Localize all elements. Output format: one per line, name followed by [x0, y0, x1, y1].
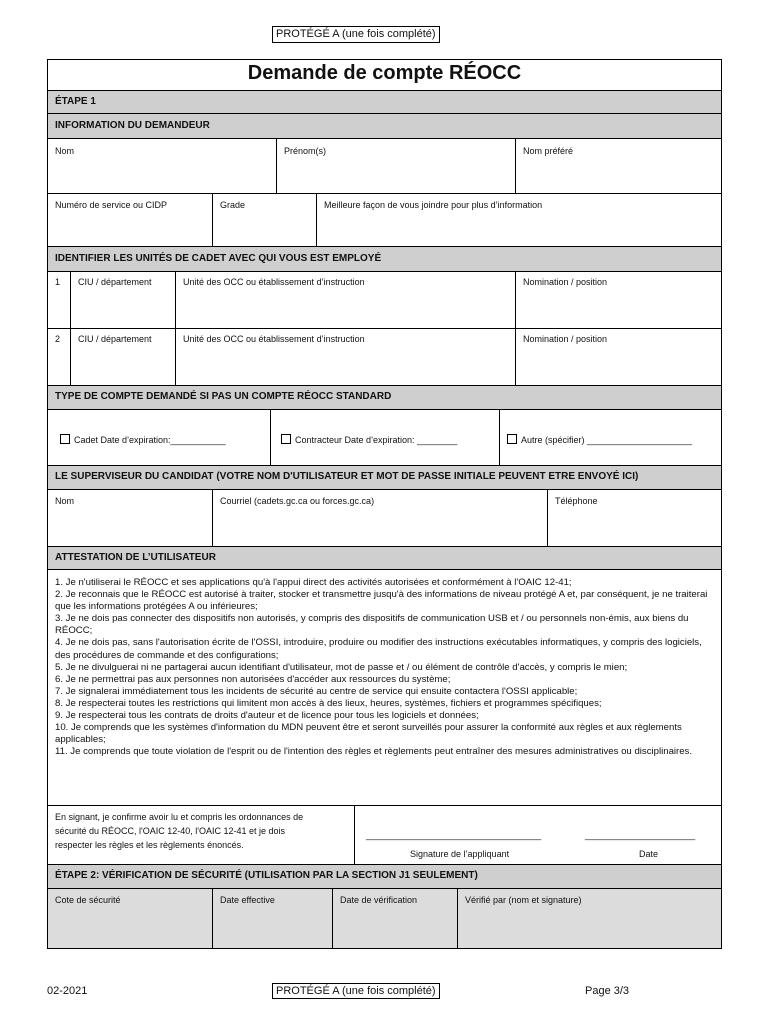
supervisor-courriel: Courriel (cadets.gc.ca ou forces.gc.ca) — [220, 496, 375, 506]
attestation-item: 7. Je signalerai immédiatement tous les incidents de sécurité au centre de service qui ensuite contactera l'OSSI applicable; — [55, 685, 578, 697]
step2-heading: ÉTAPE 2: VÉRIFICATION DE SÉCURITÉ (UTILISATION PAR LA SECTION J1 SEULEMENT) — [55, 870, 478, 881]
supervisor-telephone: Téléphone — [555, 496, 598, 506]
label-grade: Grade — [220, 200, 246, 210]
label-numero: Numéro de service ou CIDP — [55, 200, 168, 210]
label-cote: Cote de sécurité — [55, 895, 121, 905]
label-prenom: Prénom(s) — [284, 146, 327, 156]
form-code: 02-2021 — [47, 985, 88, 997]
label-date-verification: Date de vérification — [340, 895, 418, 905]
label-date-effective: Date effective — [220, 895, 275, 905]
unit-row-num: 1 — [55, 277, 61, 287]
unit-row-nomination: Nomination / position — [523, 277, 608, 287]
label-nom: Nom — [55, 146, 75, 156]
signature-line[interactable]: ___________________________________ — [366, 830, 542, 840]
signature-label: Signature de l’appliquant — [410, 849, 510, 859]
label-nom-prefere: Nom préféré — [523, 146, 574, 156]
unit-row-unite: Unité des OCC ou établissement d’instruction — [183, 277, 365, 287]
account-request-form — [47, 59, 722, 949]
protection-banner-bottom: PROTÉGÉ A (une fois complété) — [272, 983, 440, 999]
attestation-item: 8. Je respecterai toutes les restrictions qui limitent mon accès à des lieux, heures, systèmes, fichiers et programmes spécifiques; — [55, 697, 602, 709]
label-verifie-par: Vérifié par (nom et signature) — [465, 895, 582, 905]
unit-row-nomination: Nomination / position — [523, 334, 608, 344]
attestation-item: 3. Je ne dois pas connecter des dispositifs non autorisés, y compris des dispositifs de communication USB et / ou personnels non-émis, aux biens du RÉOCC; — [55, 613, 689, 637]
unit-row-ciu: CIU / département — [78, 334, 152, 344]
date-line[interactable]: ______________________ — [585, 830, 696, 840]
option-cadet[interactable]: Cadet Date d’expiration:___________ — [60, 434, 226, 445]
supervisor-nom: Nom — [55, 496, 75, 506]
step1-heading: ÉTAPE 1 — [55, 96, 96, 107]
attestation-item: 2. Je reconnais que le RÉOCC est autorisé à traiter, stocker et transmettre jusqu'à des informations de niveau protégé A et, par conséquent, je ne traiterai que les informations protégées A ou inférieures; — [55, 589, 708, 613]
label-joindre: Meilleure façon de vous joindre pour plus d’information — [324, 200, 543, 210]
page-number: Page 3/3 — [585, 985, 630, 997]
contracteur-checkbox[interactable] — [281, 434, 291, 444]
option-contracteur[interactable]: Contracteur Date d’expiration: ________ — [281, 434, 457, 445]
protection-banner-top: PROTÉGÉ A (une fois complété) — [272, 26, 440, 43]
account-type-heading: TYPE DE COMPTE DEMANDÉ SI PAS UN COMPTE RÉOCC STANDARD — [55, 391, 392, 402]
option-autre[interactable]: Autre (spécifier) _____________________ — [507, 434, 692, 445]
attestation-item: 6. Je ne permettrai pas aux personnes non autorisées d'accéder aux ressources du système; — [55, 673, 451, 685]
attestation-item: 10. Je comprends que les systèmes d'information du MDN peuvent être et seront surveillés pour assurer la conformité aux règles et aux règlements applicables; — [55, 722, 682, 746]
attestation-item: 1. Je n'utiliserai le RÉOCC et ses applications qu'à l'appui direct des activités autorisées et conformément à l'OAIC 12-41; — [55, 577, 572, 588]
supervisor-heading: LE SUPERVISEUR DU CANDIDAT (VOTRE NOM D'UTILISATEUR ET MOT DE PASSE INITIALE PEUVENT ETRE ENVOYÉ ICI) — [55, 471, 639, 482]
unit-row-num: 2 — [55, 334, 61, 344]
form-title: Demande de compte RÉOCC — [247, 62, 522, 84]
attestation-list — [55, 577, 717, 758]
unit-row-unite: Unité des OCC ou établissement d’instruction — [183, 334, 365, 344]
attestation-item: 4. Je ne dois pas, sans l'autorisation écrite de l'OSSI, introduire, produire ou modifier des instructions exécutables informatiques, y compris des logiciels, des procédures de commande et des configurations; — [55, 637, 702, 661]
date-label: Date — [639, 849, 659, 859]
cadet-checkbox[interactable] — [60, 434, 70, 444]
signing-statement: En signant, je confirme avoir lu et compris les ordonnances de sécurité du RÉOCC, l'OAIC 12-40, l'OAIC 12-41 et je dois respecter les règles et les règlements énoncés. — [55, 812, 304, 850]
autre-checkbox[interactable] — [507, 434, 517, 444]
attestation-item: 5. Je ne divulguerai ni ne partagerai aucun identifiant d'utilisateur, mot de passe et / ou élément de contrôle d'accès, y compris le mien; — [55, 661, 628, 673]
applicant-heading: INFORMATION DU DEMANDEUR — [55, 120, 210, 131]
attestation-heading: ATTESTATION DE L’UTILISATEUR — [55, 552, 216, 563]
attestation-item: 11. Je comprends que toute violation de l'esprit ou de l'intention des règles et règlements peut entraîner des mesures administratives ou disciplinaires. — [55, 746, 693, 758]
unit-row-ciu: CIU / département — [78, 277, 152, 287]
attestation-item: 9. Je respecterai tous les contrats de droits d'auteur et de licence pour tous les logiciels et données; — [55, 710, 479, 722]
units-heading: IDENTIFIER LES UNITÉS DE CADET AVEC QUI VOUS EST EMPLOYÉ — [55, 253, 382, 264]
